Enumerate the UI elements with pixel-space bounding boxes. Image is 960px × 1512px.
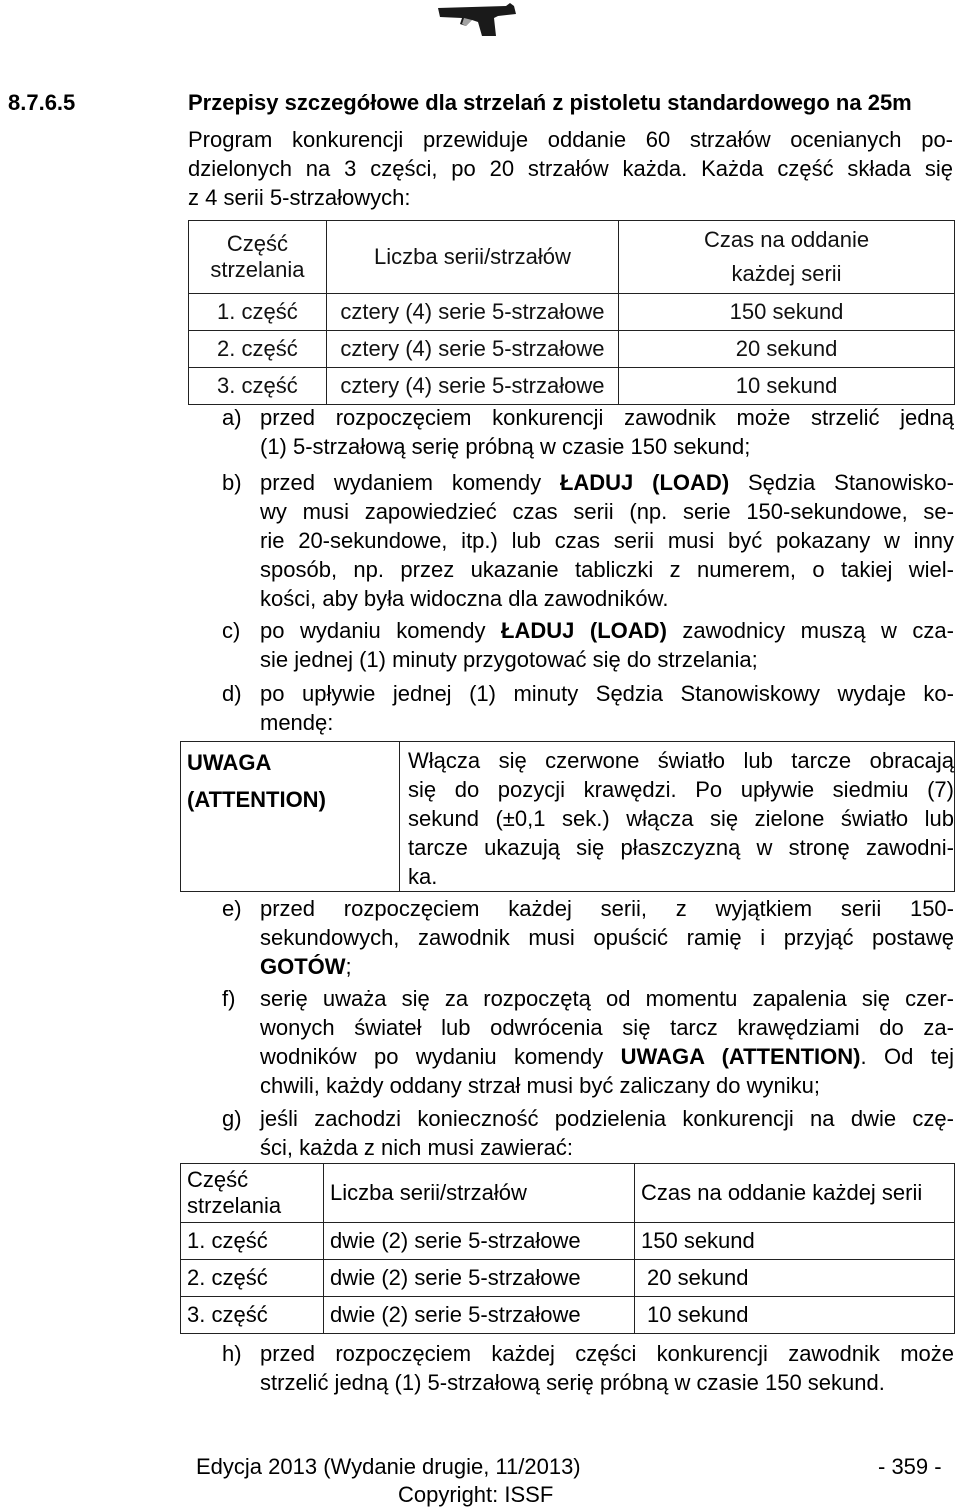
list-item-d <box>222 679 954 737</box>
list-item-h <box>222 1339 954 1397</box>
table-cell: 150 sekund <box>635 1223 955 1260</box>
text-run: wodników po wydaniu komendy <box>260 1044 621 1069</box>
table-cell: 10 sekund <box>619 368 955 405</box>
intro-line: Program konkurencji przewiduje oddanie 60 strzałów ocenianych po- <box>188 127 953 152</box>
item-line: przed rozpoczęciem każdej części konkurencji zawodnik może <box>260 1341 954 1366</box>
text-run: przed wydaniem komendy <box>260 470 560 495</box>
header-text: Czas na oddanie <box>703 227 870 252</box>
text-run: zawodnicy muszą w cza- <box>666 618 954 643</box>
attention-box <box>180 741 955 892</box>
header-text: Czas na oddanie każdej serii <box>641 1180 923 1205</box>
table-row <box>189 368 955 405</box>
item-label: h) <box>222 1341 242 1366</box>
item-label: e) <box>222 896 242 921</box>
footer-edition: Edycja 2013 (Wydanie drugie, 11/2013) <box>196 1454 581 1479</box>
item-line: mendę: <box>260 710 334 735</box>
table-cell: dwie (2) serie 5-strzałowe <box>324 1260 635 1297</box>
list-item-c <box>222 616 954 674</box>
text-run: Sędzia Stanowisko- <box>729 470 954 495</box>
list-item-g <box>222 1104 954 1162</box>
table-cell: 2. część <box>181 1260 324 1297</box>
header-cell <box>181 1164 324 1223</box>
intro-line: dzielonych na 3 części, po 20 strzałów każda. Każda część składa się <box>188 156 953 181</box>
table-cell: 3. część <box>181 1297 324 1334</box>
item-line: kości, aby była widoczna dla zawodników. <box>260 586 669 611</box>
table-cell: 150 sekund <box>619 294 955 331</box>
item-line: po upływie jednej (1) minuty Sędzia Stanowiskowy wydaje ko- <box>260 681 954 706</box>
item-line: jeśli zachodzi konieczność podzielenia konkurencji na dwie czę- <box>260 1106 954 1131</box>
table-cell: 1. część <box>189 294 327 331</box>
item-line: sposób, np. przez ukazanie tabliczki z numerem, o takiej wiel- <box>260 557 954 582</box>
split-series-table <box>180 1163 955 1334</box>
item-line <box>260 1042 954 1071</box>
intro-paragraph <box>188 125 953 212</box>
table-row <box>181 1260 955 1297</box>
header-text: Część <box>226 231 288 256</box>
command-text: ŁADUJ (LOAD) <box>559 470 730 495</box>
header-text: Część <box>187 1167 249 1192</box>
section-number: 8.7.6.5 <box>8 90 76 115</box>
command-text: GOTÓW <box>260 954 346 979</box>
command-text: ŁADUJ (LOAD) <box>501 618 667 643</box>
item-line <box>260 468 954 497</box>
item-line: przed rozpoczęciem każdej serii, z wyjątkiem serii 150- <box>260 896 954 921</box>
table-cell: cztery (4) serie 5-strzałowe <box>326 294 618 331</box>
item-label: a) <box>222 405 242 430</box>
table-header-row <box>181 1164 955 1223</box>
item-line: sekundowych, zawodnik musi opuścić ramię i przyjąć postawę <box>260 925 954 950</box>
pistol-icon <box>436 2 518 38</box>
header-cell <box>326 221 618 294</box>
attention-line: Włącza się czerwone światło lub tarcze obracają <box>408 748 954 773</box>
text-run: po wydaniu komendy <box>260 618 502 643</box>
item-line: przed rozpoczęciem konkurencji zawodnik może strzelić jedną <box>260 405 954 430</box>
header-cell <box>189 221 327 294</box>
section-title: Przepisy szczegółowe dla strzelań z pistoletu standardowego na 25m <box>188 90 912 115</box>
item-line <box>260 952 954 981</box>
item-label: d) <box>222 681 242 706</box>
header-text: strzelania <box>187 1193 282 1218</box>
item-line: wy musi zapowiedzieć czas serii (np. serie 150-sekundowe, se- <box>260 499 954 524</box>
item-line: (1) 5-strzałową serię próbną w czasie 150 sekund; <box>260 434 751 459</box>
command-text: UWAGA (ATTENTION) <box>620 1044 861 1069</box>
table-row <box>189 331 955 368</box>
table-cell: 10 sekund <box>635 1297 955 1334</box>
header-text: każdej serii <box>731 261 842 286</box>
item-line: serię uważa się za rozpoczętą od momentu zapalenia się czer- <box>260 986 954 1011</box>
list-item-f <box>222 984 954 1100</box>
table-header-row <box>189 221 955 294</box>
table-cell: dwie (2) serie 5-strzałowe <box>324 1223 635 1260</box>
table-cell: 20 sekund <box>635 1260 955 1297</box>
header-text: Liczba serii/strzałów <box>374 244 571 269</box>
table-cell: 1. część <box>181 1223 324 1260</box>
table-cell: cztery (4) serie 5-strzałowe <box>326 368 618 405</box>
item-line: ści, każda z nich musi zawierać: <box>260 1135 573 1160</box>
item-label: f) <box>222 986 236 1011</box>
list-item-e <box>222 894 954 981</box>
item-line: wonych świateł lub odwrócenia się tarcz krawędziami do za- <box>260 1015 954 1040</box>
item-label: g) <box>222 1106 242 1131</box>
attention-text <box>400 742 955 892</box>
item-label: b) <box>222 470 242 495</box>
attention-line: ka. <box>408 864 438 889</box>
table-row <box>181 1297 955 1334</box>
intro-line: z 4 serii 5-strzałowych: <box>188 185 411 210</box>
list-item-a <box>222 403 954 461</box>
table-cell: 3. część <box>189 368 327 405</box>
table-cell: dwie (2) serie 5-strzałowe <box>324 1297 635 1334</box>
table-row <box>189 294 955 331</box>
footer-copyright: Copyright: ISSF <box>398 1482 554 1507</box>
header-text: Liczba serii/strzałów <box>330 1180 527 1205</box>
header-text: strzelania <box>210 257 305 282</box>
table-row <box>181 1223 955 1260</box>
item-label: c) <box>222 618 241 643</box>
page-number: - 359 - <box>878 1454 942 1479</box>
item-line: rie 20-sekundowe, itp.) lub czas serii musi być pokazany w inny <box>260 528 954 553</box>
item-line <box>260 616 954 645</box>
series-table <box>188 220 955 405</box>
item-line: sie jednej (1) minuty przygotować się do strzelania; <box>260 647 758 672</box>
item-line: strzelić jedną (1) 5-strzałową serię próbną w czasie 150 sekund. <box>260 1370 885 1395</box>
table-cell: cztery (4) serie 5-strzałowe <box>326 331 618 368</box>
attention-line: się do pozycji krawędzi. Po upływie siedmiu (7) <box>408 777 954 802</box>
attention-line: tarcze ukazują się płaszczyzną w stronę zawodni- <box>408 835 954 860</box>
attention-label-line: (ATTENTION) <box>187 787 326 812</box>
attention-line: sekund (±0,1 sek.) włącza się zielone światło lub <box>408 806 954 831</box>
table-cell: 2. część <box>189 331 327 368</box>
text-run: . Od tej <box>860 1044 954 1069</box>
header-cell <box>635 1164 955 1223</box>
header-cell <box>619 221 955 294</box>
text-run: ; <box>345 954 352 979</box>
attention-label <box>181 742 400 892</box>
list-item-b <box>222 468 954 613</box>
item-line: chwili, każdy oddany strzał musi być zaliczany do wyniku; <box>260 1073 821 1098</box>
header-cell <box>324 1164 635 1223</box>
table-cell: 20 sekund <box>619 331 955 368</box>
attention-label-line: UWAGA <box>187 750 272 775</box>
